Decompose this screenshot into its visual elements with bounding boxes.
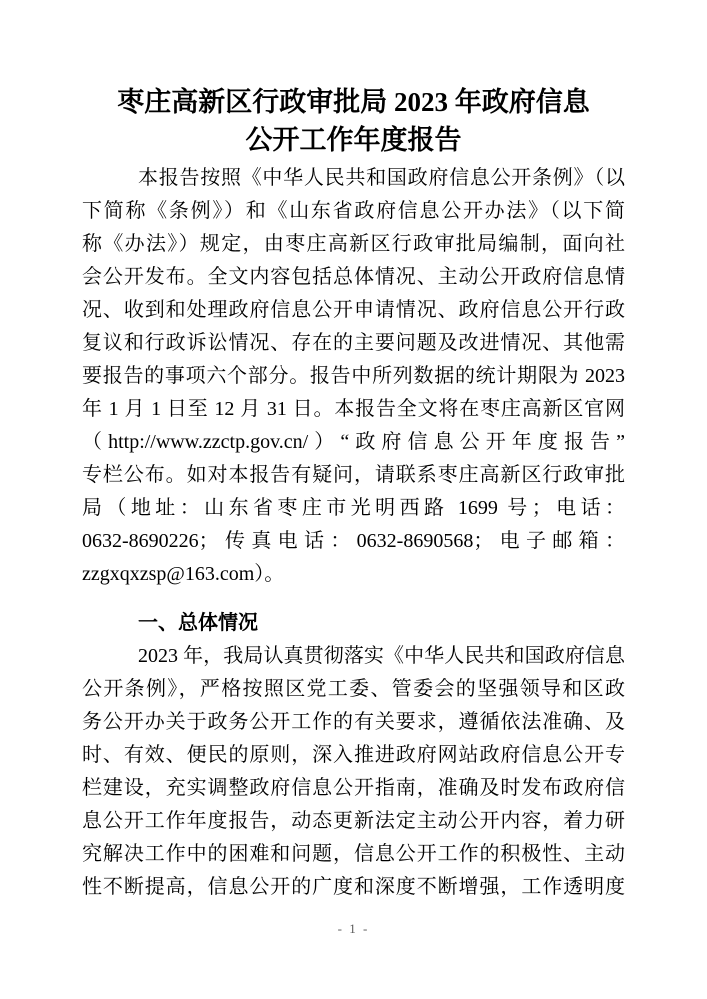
report-title — [0, 83, 707, 159]
paragraph-line: （http://www.zzctp.gov.cn/）“政府信息公开年度报告” — [82, 431, 625, 453]
paragraph-line: 下简称《条例》）和《山东省政府信息公开办法》（以下简 — [82, 200, 625, 222]
paragraph-line: 复议和行政诉讼情况、存在的主要问题及改进情况、其他需 — [82, 332, 625, 354]
paragraph-line: 栏建设，充实调整政府信息公开指南，准确及时发布政府信 — [82, 777, 625, 799]
paragraph-line: 2023 年，我局认真贯彻落实《中华人民共和国政府信息 — [138, 645, 625, 667]
paragraph-line: 息公开工作年度报告，动态更新法定主动公开内容，着力研 — [82, 810, 625, 832]
intro-paragraph — [82, 162, 625, 591]
paragraph-line: 时、有效、便民的原则，深入推进政府网站政府信息公开专 — [82, 744, 625, 766]
paragraph-line: zzgxqxzsp@163.com）。 — [82, 563, 285, 585]
section-heading-overview: 一、总体情况 — [138, 612, 258, 634]
report-title-line-2: 公开工作年度报告 — [245, 125, 462, 155]
paragraph-line: 会公开发布。全文内容包括总体情况、主动公开政府信息情 — [82, 266, 625, 288]
overview-paragraph — [82, 640, 625, 904]
paragraph-line: 局（地址：山东省枣庄市光明西路 1699 号；电话： — [82, 497, 625, 519]
report-body — [82, 162, 625, 904]
report-title-line-1: 枣庄高新区行政审批局 2023 年政府信息 — [117, 87, 590, 117]
paragraph-line: 0632-8690226；传真电话：0632-8690568；电子邮箱： — [82, 530, 625, 552]
paragraph-line: 本报告按照《中华人民共和国政府信息公开条例》（以 — [138, 167, 625, 189]
paragraph-line: 性不断提高，信息公开的广度和深度不断增强，工作透明度 — [82, 876, 625, 898]
paragraph-line: 公开条例》，严格按照区党工委、管委会的坚强领导和区政 — [82, 678, 625, 700]
paragraph-line: 况、收到和处理政府信息公开申请情况、政府信息公开行政 — [82, 299, 625, 321]
paragraph-line: 务公开办关于政务公开工作的有关要求，遵循依法准确、及 — [82, 711, 625, 733]
page-number: - 1 - — [337, 921, 370, 936]
paragraph-line: 要报告的事项六个部分。报告中所列数据的统计期限为 2023 — [82, 365, 625, 387]
paragraph-line: 究解决工作中的困难和问题，信息公开工作的积极性、主动 — [82, 843, 625, 865]
paragraph-line: 称《办法》）规定，由枣庄高新区行政审批局编制，面向社 — [82, 233, 625, 255]
paragraph-line: 专栏公布。如对本报告有疑问，请联系枣庄高新区行政审批 — [82, 464, 625, 486]
paragraph-line: 年 1 月 1 日至 12 月 31 日。本报告全文将在枣庄高新区官网 — [82, 398, 625, 420]
